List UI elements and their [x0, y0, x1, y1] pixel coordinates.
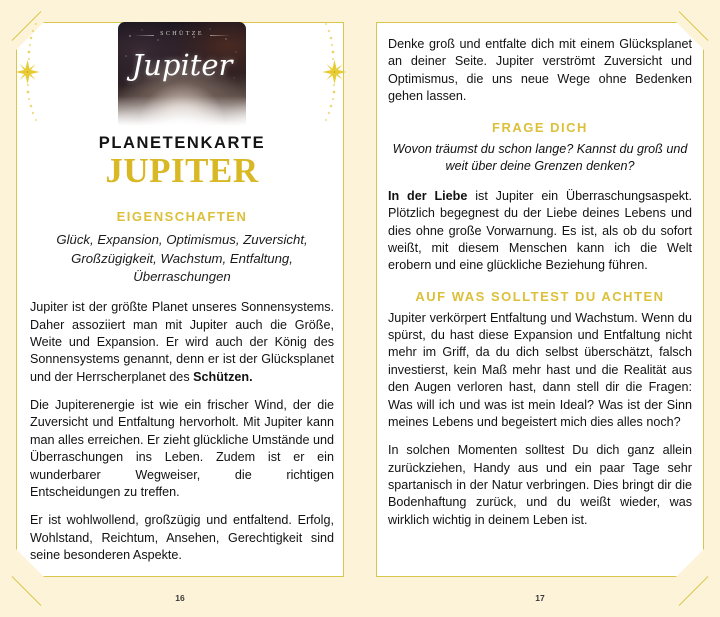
love-paragraph — [388, 188, 692, 275]
right-page-content — [388, 22, 692, 577]
page-title: JUPITER — [105, 151, 259, 190]
folio-left: 16 — [175, 593, 185, 603]
attention-paragraph-1: Jupiter verkörpert Entfaltung und Wachstum. Wenn du spürst, du hast diese Expansion und Entfaltung nicht mehr im Griff, da du dich selbst überschätzt, falsch investierst, kein Maß mehr hast und die Realität aus den Augen verloren hast, dann stell dir die Fragen: Was will ich und was ist mein Ideal? Was ist der Sinn meines Lebens und begeistert mich dies alles noch? — [388, 310, 692, 429]
card-sign-label: SCHÜTZE — [118, 31, 246, 37]
section-heading-eigenschaften: EIGENSCHAFTEN — [116, 209, 248, 224]
love-paragraph-text: ist Jupiter ein Überraschungsaspekt. Plötzlich begegnest du der Liebe deines Lebens und dies ohne große Vorwarnung. Es ist, als ob du sofort weißt, mit diesem Menschen kann ich die Welt erobern und eine glückliche Beziehung führen. — [388, 188, 692, 273]
paragraph-1 — [30, 299, 334, 386]
right-page — [360, 0, 720, 617]
keywords-text: Glück, Expansion, Optimismus, Zuversicht, Großzügigkeit, Wachstum, Entfaltung, Überraschungen — [56, 232, 308, 285]
paragraph-3: Er ist wohlwollend, großzügig und entfaltend. Erfolg, Wohlstand, Reichtum, Ansehen, Gerechtigkeit sind seine besonderen Aspekte. — [30, 513, 334, 563]
intro-paragraph: Denke groß und entfalte dich mit einem Glücksplanet an deiner Seite. Jupiter verströmt Zuversicht und Optimismus, die uns neue Wege ohne Bedenken gehen lassen. — [388, 37, 692, 104]
paragraph-1-text: Jupiter ist der größte Planet unseres Sonnensystems. Daher assoziiert man mit Jupiter auch die Größe, Weite und Expansion. Er wird auch der König des Sonnensystems genannt, denn er ist der Glücksplanet und der Herrscherplanet des — [30, 300, 334, 384]
section-heading-achten: AUF WAS SOLLTEST DU ACHTEN — [415, 288, 665, 304]
planet-card-image — [118, 22, 246, 130]
card-title: Jupiter — [131, 48, 233, 82]
reflection-question: Wovon träumst du schon lange? Kannst du groß und weit über deine Grenzen denken? — [392, 141, 688, 174]
paragraph-1-bold: Schützen. — [193, 369, 253, 384]
section-heading-frage-dich: FRAGE DICH — [492, 119, 588, 135]
love-paragraph-bold: In der Liebe — [388, 188, 468, 203]
left-page-content — [30, 22, 334, 577]
attention-paragraph-2: In solchen Momenten solltest Du dich ganz allein zurückziehen, Handy aus und ein paar Tage sehr spartanisch in der Natur verbringen. Dies bringt dir die Bodenhaftung zurück, und du weißt wieder, was wirklich wichtig in deinem Leben ist. — [388, 443, 692, 527]
folio-right: 17 — [535, 593, 545, 603]
paragraph-2: Die Jupiterenergie ist wie ein frischer Wind, der die Zuversicht und Entfaltung hervorholt. Mit Jupiter kann man alles erreichen. Er zieht glückliche Umstände und Überraschungen ins Leben. Zudem ist er ein wunderbarer Wegweiser, die richtigen Entscheidungen zu treffen. — [30, 398, 334, 499]
page-kicker: PLANETENKARTE — [98, 134, 266, 152]
